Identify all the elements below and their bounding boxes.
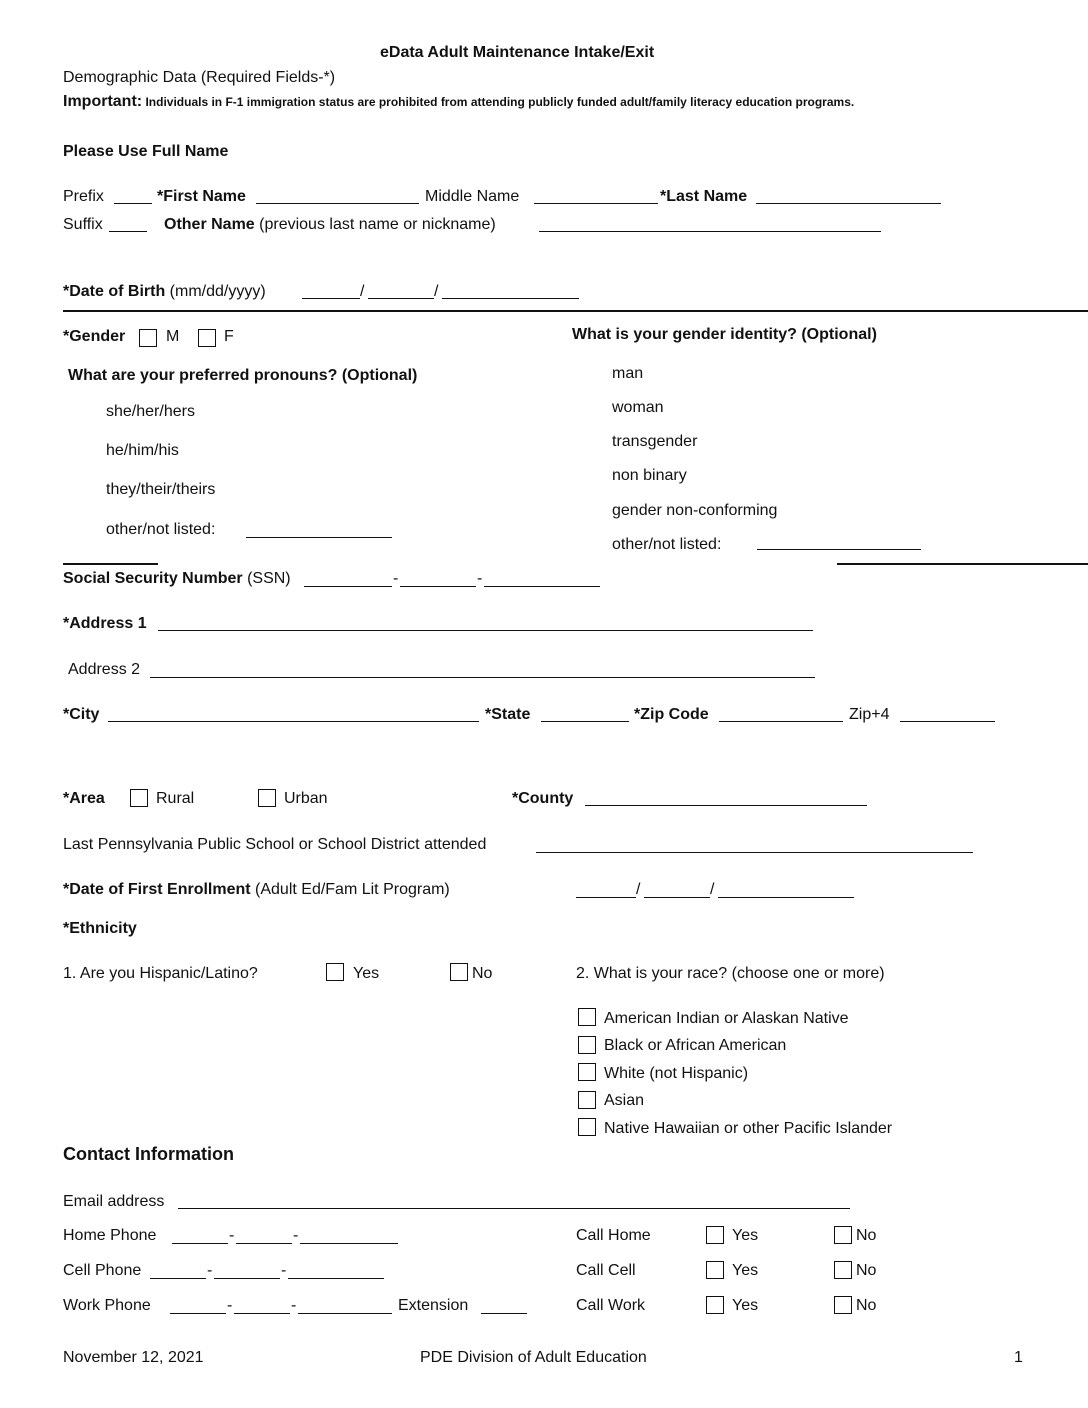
pronoun-option: other/not listed: bbox=[106, 521, 216, 538]
call-work-yes-label: Yes bbox=[732, 1297, 759, 1314]
identity-option: gender non-conforming bbox=[612, 502, 778, 519]
zip4-field[interactable] bbox=[900, 721, 995, 722]
identity-option: other/not listed: bbox=[612, 536, 722, 553]
address2-label: Address 2 bbox=[68, 661, 141, 678]
call-home-yes-checkbox[interactable] bbox=[706, 1226, 724, 1244]
middle-name-label: Middle Name bbox=[425, 188, 520, 205]
home-phone-dash-1: - bbox=[229, 1227, 235, 1244]
enrollment-day-field[interactable] bbox=[644, 897, 710, 898]
enrollment-sep-2: / bbox=[710, 881, 715, 898]
ssn-part3-field[interactable] bbox=[484, 586, 600, 587]
identity-option: woman bbox=[612, 399, 664, 416]
call-cell-yes-checkbox[interactable] bbox=[706, 1261, 724, 1279]
area-urban-label: Urban bbox=[284, 790, 328, 807]
cell-phone-dash-1: - bbox=[207, 1262, 213, 1279]
enrollment-sep-1: / bbox=[636, 881, 641, 898]
home-phone-part1[interactable] bbox=[172, 1243, 228, 1244]
footer-page-number: 1 bbox=[1014, 1349, 1023, 1366]
race-option: American Indian or Alaskan Native bbox=[604, 1010, 849, 1027]
first-name-label: *First Name bbox=[157, 188, 246, 205]
hispanic-yes-label: Yes bbox=[353, 965, 380, 982]
home-phone-dash-2: - bbox=[293, 1227, 299, 1244]
pronoun-option: he/him/his bbox=[106, 442, 179, 459]
extension-field[interactable] bbox=[481, 1313, 527, 1314]
gender-m-checkbox[interactable] bbox=[139, 329, 157, 347]
name-heading: Please Use Full Name bbox=[63, 143, 229, 160]
race-checkbox[interactable] bbox=[578, 1091, 596, 1109]
state-field[interactable] bbox=[541, 721, 629, 722]
cell-phone-label: Cell Phone bbox=[63, 1262, 142, 1279]
race-option: White (not Hispanic) bbox=[604, 1065, 749, 1082]
dob-sep-2: / bbox=[434, 283, 439, 300]
call-work-no-checkbox[interactable] bbox=[834, 1296, 852, 1314]
suffix-field[interactable] bbox=[109, 231, 147, 232]
gender-f-label: F bbox=[224, 328, 234, 345]
dob-day-field[interactable] bbox=[368, 298, 434, 299]
other-name-note: (previous last name or nickname) bbox=[254, 216, 496, 233]
hispanic-no-label: No bbox=[472, 965, 493, 982]
county-field[interactable] bbox=[585, 805, 867, 806]
dob-format: (mm/dd/yyyy) bbox=[165, 283, 266, 300]
extension-label: Extension bbox=[398, 1297, 469, 1314]
ethnicity-label: *Ethnicity bbox=[63, 920, 137, 937]
cell-phone-part3[interactable] bbox=[288, 1278, 384, 1279]
work-phone-part2[interactable] bbox=[234, 1313, 290, 1314]
race-checkbox[interactable] bbox=[578, 1118, 596, 1136]
work-phone-label: Work Phone bbox=[63, 1297, 151, 1314]
other-name-label bbox=[164, 217, 496, 233]
other-name-bold: Other Name bbox=[164, 216, 255, 233]
address1-label: *Address 1 bbox=[63, 615, 147, 632]
ssn-part1-field[interactable] bbox=[304, 586, 392, 587]
county-label: *County bbox=[512, 790, 574, 807]
pronoun-option: they/their/theirs bbox=[106, 481, 216, 498]
dob-month-field[interactable] bbox=[302, 298, 360, 299]
gender-label: *Gender bbox=[63, 328, 126, 345]
email-field[interactable] bbox=[178, 1208, 850, 1209]
suffix-label: Suffix bbox=[63, 216, 103, 233]
work-phone-part1[interactable] bbox=[170, 1313, 226, 1314]
ssn-rest: (SSN) bbox=[242, 570, 291, 587]
race-checkbox[interactable] bbox=[578, 1008, 596, 1026]
footer-date: November 12, 2021 bbox=[63, 1349, 204, 1366]
identity-option: transgender bbox=[612, 433, 698, 450]
call-work-no-label: No bbox=[856, 1297, 877, 1314]
enrollment-month-field[interactable] bbox=[576, 897, 636, 898]
dob-year-field[interactable] bbox=[442, 298, 579, 299]
enrollment-rest: (Adult Ed/Fam Lit Program) bbox=[250, 881, 450, 898]
footer-org: PDE Division of Adult Education bbox=[420, 1349, 647, 1366]
hispanic-no-checkbox[interactable] bbox=[450, 963, 468, 981]
call-home-no-label: No bbox=[856, 1227, 877, 1244]
home-phone-label: Home Phone bbox=[63, 1227, 157, 1244]
area-rural-label: Rural bbox=[156, 790, 195, 807]
enrollment-year-field[interactable] bbox=[718, 897, 854, 898]
race-option: Asian bbox=[604, 1092, 645, 1109]
ssn-dash-1: - bbox=[393, 570, 399, 587]
city-label: *City bbox=[63, 706, 100, 723]
call-home-yes-label: Yes bbox=[732, 1227, 759, 1244]
home-phone-part3[interactable] bbox=[300, 1243, 398, 1244]
city-field[interactable] bbox=[108, 721, 479, 722]
dob-label bbox=[63, 284, 266, 300]
section-divider-right bbox=[837, 563, 1088, 565]
identity-other-field[interactable] bbox=[757, 549, 921, 550]
prefix-field[interactable] bbox=[114, 203, 152, 204]
race-checkbox[interactable] bbox=[578, 1036, 596, 1054]
zip-label: *Zip Code bbox=[634, 706, 709, 723]
call-work-yes-checkbox[interactable] bbox=[706, 1296, 724, 1314]
last-name-field[interactable] bbox=[756, 203, 941, 204]
identity-option: man bbox=[612, 365, 644, 382]
cell-phone-part1[interactable] bbox=[150, 1278, 206, 1279]
pronoun-option: she/her/hers bbox=[106, 403, 195, 420]
form-title: eData Adult Maintenance Intake/Exit bbox=[380, 44, 655, 61]
state-label: *State bbox=[485, 706, 531, 723]
race-checkbox[interactable] bbox=[578, 1063, 596, 1081]
school-field[interactable] bbox=[536, 852, 973, 853]
gender-f-checkbox[interactable] bbox=[198, 329, 216, 347]
enrollment-label bbox=[63, 882, 450, 898]
work-phone-part3[interactable] bbox=[298, 1313, 392, 1314]
section-divider-top bbox=[63, 310, 1088, 312]
hispanic-yes-checkbox[interactable] bbox=[326, 963, 344, 981]
form-subtitle: Demographic Data (Required Fields-*) bbox=[63, 69, 336, 86]
work-phone-dash-2: - bbox=[291, 1297, 297, 1314]
dob-sep-1: / bbox=[360, 283, 365, 300]
ssn-label bbox=[63, 571, 291, 587]
address1-field[interactable] bbox=[158, 630, 813, 631]
call-cell-label: Call Cell bbox=[576, 1262, 636, 1279]
contact-heading: Contact Information bbox=[63, 1144, 234, 1164]
pronouns-question: What are your preferred pronouns? (Optional) bbox=[68, 367, 418, 384]
last-name-label: *Last Name bbox=[660, 188, 748, 205]
zip4-label: Zip+4 bbox=[849, 706, 890, 723]
call-cell-no-checkbox[interactable] bbox=[834, 1261, 852, 1279]
cell-phone-dash-2: - bbox=[281, 1262, 287, 1279]
call-home-label: Call Home bbox=[576, 1227, 651, 1244]
area-label: *Area bbox=[63, 790, 105, 807]
race-option: Black or African American bbox=[604, 1037, 787, 1054]
dob-bold: *Date of Birth bbox=[63, 283, 166, 300]
school-label: Last Pennsylvania Public School or School District attended bbox=[63, 836, 487, 853]
area-rural-checkbox[interactable] bbox=[130, 789, 148, 807]
area-urban-checkbox[interactable] bbox=[258, 789, 276, 807]
first-name-field[interactable] bbox=[256, 203, 419, 204]
identity-option: non binary bbox=[612, 467, 687, 484]
call-cell-no-label: No bbox=[856, 1262, 877, 1279]
important-notice bbox=[63, 94, 854, 110]
ssn-bold: Social Security Number bbox=[63, 570, 243, 587]
work-phone-dash-1: - bbox=[227, 1297, 233, 1314]
call-home-no-checkbox[interactable] bbox=[834, 1226, 852, 1244]
ssn-part2-field[interactable] bbox=[400, 586, 476, 587]
ssn-dash-2: - bbox=[477, 570, 483, 587]
important-label: Important: bbox=[63, 93, 143, 110]
home-phone-part2[interactable] bbox=[236, 1243, 292, 1244]
other-name-field[interactable] bbox=[539, 231, 881, 232]
call-work-label: Call Work bbox=[576, 1297, 646, 1314]
enrollment-bold: *Date of First Enrollment bbox=[63, 881, 251, 898]
race-question: 2. What is your race? (choose one or more) bbox=[576, 965, 885, 982]
pronoun-other-field[interactable] bbox=[246, 537, 392, 538]
zip-field[interactable] bbox=[719, 721, 843, 722]
gender-m-label: M bbox=[166, 328, 180, 345]
race-option: Native Hawaiian or other Pacific Islander bbox=[604, 1120, 893, 1137]
section-divider-left bbox=[63, 563, 158, 565]
cell-phone-part2[interactable] bbox=[214, 1278, 280, 1279]
call-cell-yes-label: Yes bbox=[732, 1262, 759, 1279]
important-text: Individuals in F-1 immigration status are prohibited from attending publicly funded adult/family literacy education programs. bbox=[142, 95, 855, 109]
middle-name-field[interactable] bbox=[534, 203, 658, 204]
gender-identity-question: What is your gender identity? (Optional) bbox=[572, 326, 877, 343]
hispanic-question: 1. Are you Hispanic/Latino? bbox=[63, 965, 258, 982]
email-label: Email address bbox=[63, 1193, 165, 1210]
prefix-label: Prefix bbox=[63, 188, 104, 205]
address2-field[interactable] bbox=[150, 677, 815, 678]
